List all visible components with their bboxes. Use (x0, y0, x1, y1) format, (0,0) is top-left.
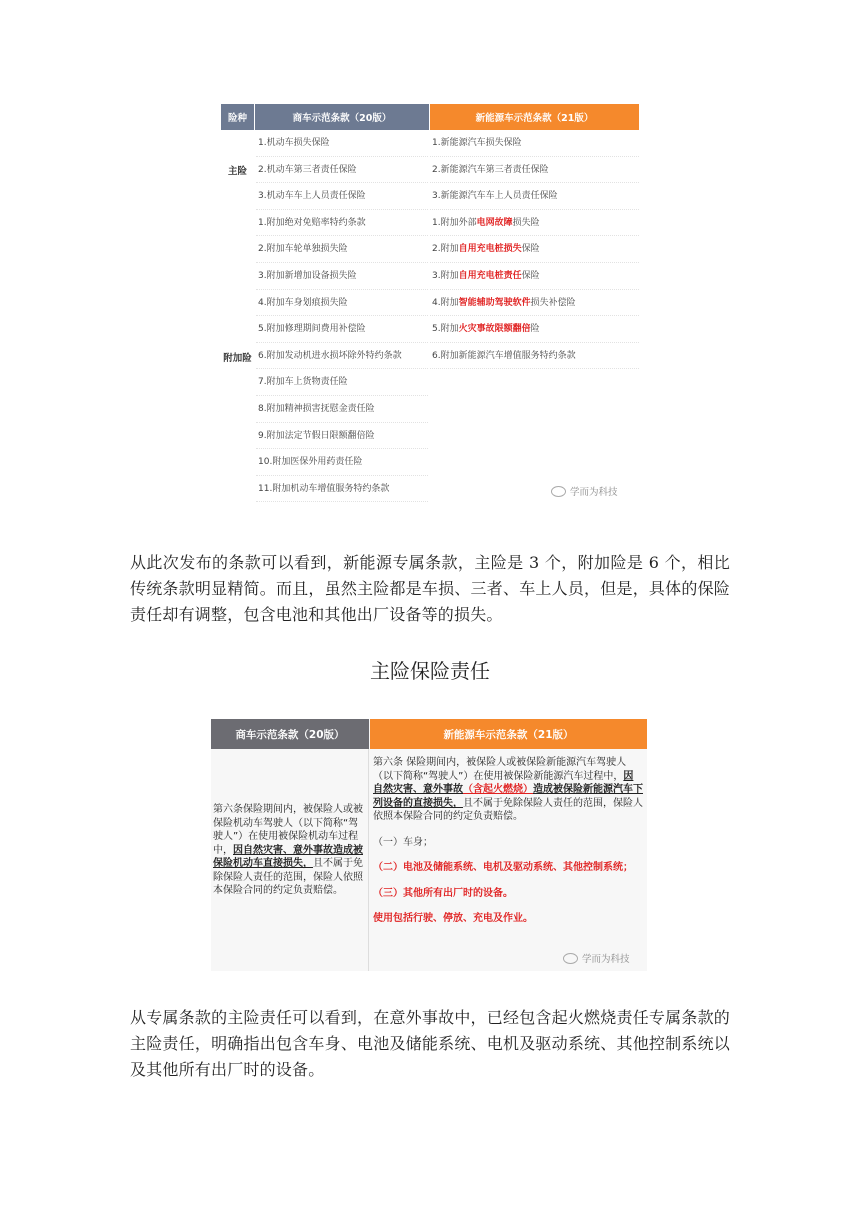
watermark (551, 484, 618, 498)
header-commercial-clauses: 商车示范条款（20版） (255, 104, 429, 130)
article-highlight: 因自然灾害、意外事故造成被保险机动车直接损失， (213, 844, 363, 869)
nev-clause-item (430, 290, 639, 317)
commercial-clauses-list (256, 130, 428, 502)
nev-clause-item (430, 343, 639, 370)
nev-clause-hl: 自用充电桩责任 (458, 270, 522, 281)
article-highlight-red: （含起火燃烧） (463, 784, 533, 795)
comparison-table-clauses (221, 104, 639, 510)
commercial-clause-item: 2.机动车第三者责任保险 (256, 157, 428, 184)
nev-clause-pre: 3.附加 (432, 270, 459, 281)
section-heading: 主险保险责任 (370, 659, 490, 683)
nev-clauses-list (430, 130, 639, 369)
wechat-icon (563, 953, 578, 964)
watermark-text: 学而为科技 (570, 487, 618, 498)
item-battery-motor: （二）电池及储能系统、电机及驱动系统、其他控制系统； (373, 862, 633, 873)
nev-clause-pre: 2.新能源汽车第三者责任保险 (432, 164, 549, 175)
header-commercial-clauses: 商车示范条款（20版） (211, 719, 369, 749)
commercial-clause-item: 1.机动车损失保险 (256, 130, 428, 157)
nev-clause-item (430, 263, 639, 290)
nev-clause-hl: 自用充电桩损失 (458, 244, 522, 255)
commercial-clause-item: 9.附加法定节假日限额翻倍险 (256, 423, 428, 450)
article-text: 第六条保险期间内，被保险人或被保险机动车驾驶人（以下简称“驾驶人”）在使用被保险机动车过程中， (213, 804, 363, 856)
nev-clause-item (430, 210, 639, 237)
nev-clause-post: 损失补偿险 (530, 297, 576, 308)
commercial-clause-item: 3.机动车车上人员责任保险 (256, 183, 428, 210)
header-nev-clauses: 新能源车示范条款（21版） (370, 719, 647, 749)
commercial-clause-item: 5.附加修理期间费用补偿险 (256, 316, 428, 343)
commercial-clause-item: 2.附加车轮单独损失险 (256, 236, 428, 263)
item-other-equipment: （三）其他所有出厂时的设备。 (373, 887, 513, 899)
commercial-clause-item: 1.附加绝对免赔率特约条款 (256, 210, 428, 237)
watermark (563, 951, 630, 965)
item-body: （一）车身； (373, 836, 433, 848)
item-usage: 使用包括行驶、停放、充电及作业。 (373, 913, 533, 924)
nev-clause-hl: 智能辅助驾驶软件 (458, 297, 531, 308)
nev-clause-pre: 5.附加 (432, 324, 459, 335)
nev-clause-item (430, 316, 639, 343)
article-highlight: 因自然灾害、意外事故 (373, 770, 634, 795)
commercial-clause-item: 11.附加机动车增值服务特约条款 (256, 476, 428, 503)
article-text-end: 且不属于免除保险人责任的范围，保险人依照本保险合同的约定负责赔偿。 (213, 858, 363, 896)
paragraph-clause-summary: 从此次发布的条款可以看到，新能源专属条款，主险是 3 个，附加险是 6 个，相比传统条款明显精简。而且，虽然主险都是车损、三者、车上人员，但是，具体的保险责任却有调整，包含电池和其他出厂设备等的损失。 (130, 553, 730, 624)
column-divider (368, 749, 369, 971)
comparison-table-main-liability (211, 719, 647, 971)
commercial-clause-item: 8.附加精神损害抚慰金责任险 (256, 396, 428, 423)
nev-clause-post: 保险 (521, 244, 540, 255)
nev-clause-post: 险 (530, 324, 540, 335)
nev-clause-pre: 1.新能源汽车损失保险 (432, 138, 522, 148)
commercial-article-six (213, 803, 367, 898)
nev-clause-item (430, 183, 639, 210)
commercial-clause-item: 3.附加新增加设备损失险 (256, 263, 428, 290)
commercial-clause-item: 6.附加发动机进水损坏除外特约条款 (256, 343, 428, 370)
article-text-end: 且不属于免除保险人责任的范围，保险人依照本保险合同的约定负责赔偿。 (373, 797, 643, 822)
nev-clause-pre: 2.附加 (432, 244, 459, 255)
article-text: 第六条 保险期间内，被保险人或被保险新能源汽车驾驶人（以下简称“驾驶人”）在使用被保险新能源汽车过程中， (373, 757, 627, 782)
category-addon: 附加险 (223, 353, 252, 364)
category-main: 主险 (227, 166, 247, 177)
nev-clause-post: 损失险 (512, 217, 540, 228)
nev-clause-item (430, 157, 639, 184)
nev-clause-hl: 电网故障 (476, 217, 513, 228)
nev-clause-hl: 火灾事故限额翻倍 (458, 324, 531, 335)
wechat-icon (551, 486, 566, 497)
nev-clause-pre: 3.新能源汽车车上人员责任保险 (432, 191, 558, 202)
paragraph-liability-summary: 从专属条款的主险责任可以看到，在意外事故中，已经包含起火燃烧责任专属条款的主险责任，明确指出包含车身、电池及储能系统、电机及驱动系统、其他控制系统以及其他所有出厂时的设备。 (130, 1008, 730, 1079)
nev-article-six (373, 756, 643, 926)
watermark-text: 学而为科技 (582, 954, 630, 965)
commercial-clause-item: 4.附加车身划痕损失险 (256, 290, 428, 317)
nev-clause-pre: 1.附加外部 (432, 217, 477, 228)
nev-clause-pre: 4.附加 (432, 297, 459, 308)
article-highlight-2: 造成被保险新能源汽车下列设备的直接损失， (373, 784, 643, 809)
nev-clause-post: 保险 (521, 270, 540, 281)
nev-clause-item (430, 130, 639, 157)
header-insurance-type: 险种 (221, 104, 254, 130)
header-nev-clauses: 新能源车示范条款（21版） (430, 104, 639, 130)
nev-clause-item (430, 236, 639, 263)
commercial-clause-item: 7.附加车上货物责任险 (256, 369, 428, 396)
nev-clause-pre: 6.附加新能源汽车增值服务特约条款 (432, 350, 576, 361)
commercial-clause-item: 10.附加医保外用药责任险 (256, 449, 428, 476)
